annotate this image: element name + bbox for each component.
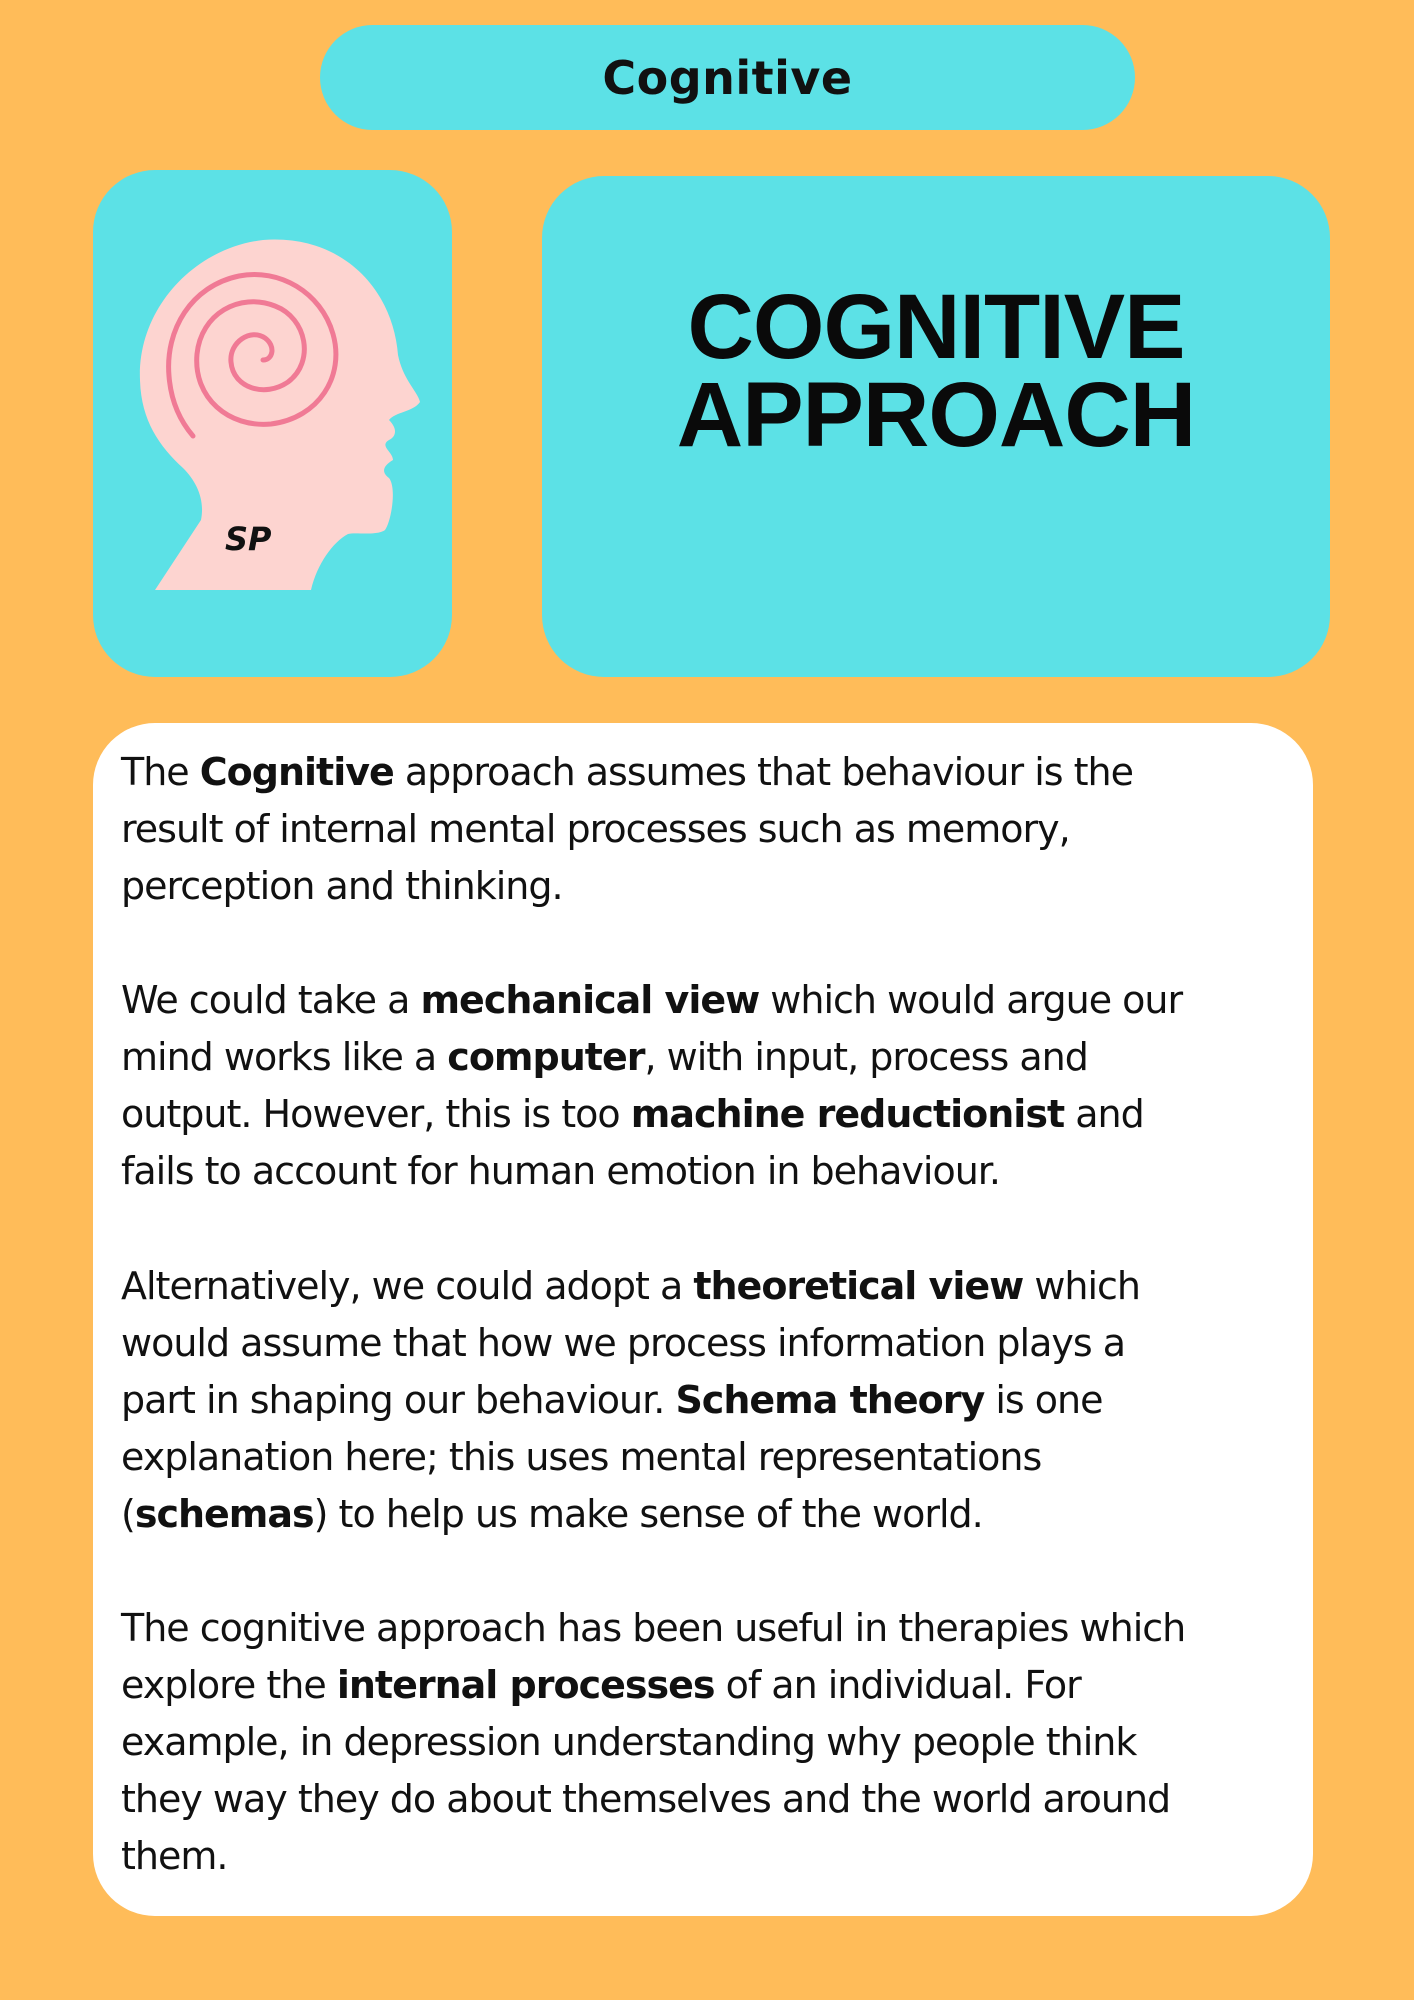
text-span: of an individual. For [714,1663,1081,1707]
bold-term: computer [447,1035,645,1079]
page-title [542,276,1330,466]
head-spiral-icon [93,170,452,677]
text-line: The cognitive approach has been useful in therapies which [121,1606,1186,1650]
initials-label: SP [225,520,272,558]
text-line [121,1029,1301,1086]
text-line: result of internal mental processes such as memory, [121,807,1070,851]
paragraph-therapies [121,1600,1301,1885]
title-card [542,176,1330,677]
content-card [93,723,1313,1916]
head-silhouette [140,240,420,590]
bold-term: Schema theory [675,1378,985,1422]
text-span: which [1023,1264,1141,1308]
paragraph-mechanical-view [121,972,1301,1200]
title-line-1: COGNITIVE [687,276,1185,378]
text-span: output. However, this is too [121,1092,631,1136]
header-label: Cognitive [602,50,853,105]
text-span: We could take a [121,978,421,1022]
text-span: The [121,750,200,794]
text-line: example, in depression understanding why people think [121,1720,1137,1764]
text-span: ( [121,1492,135,1536]
text-line [121,1657,1301,1714]
bold-term: internal processes [336,1663,715,1707]
text-span: , with input, process and [644,1035,1088,1079]
text-line: explanation here; this uses mental representations [121,1435,1042,1479]
header-pill [320,25,1135,130]
text-span: and [1064,1092,1144,1136]
bold-term: mechanical view [420,978,760,1022]
text-line [121,1086,1301,1143]
text-line [121,972,1301,1029]
text-line [121,1486,1301,1543]
title-line-2: APPROACH [676,364,1196,466]
paragraph-theoretical-view [121,1258,1301,1543]
text-span: part in shaping our behaviour. [121,1378,676,1422]
text-span: mind works like a [121,1035,448,1079]
text-line: them. [121,1834,228,1878]
text-span: which would argue our [759,978,1183,1022]
text-line [121,744,1301,801]
text-line: fails to account for human emotion in behaviour. [121,1149,1001,1193]
text-span: ) to help us make sense of the world. [313,1492,983,1536]
text-line: would assume that how we process information plays a [121,1321,1126,1365]
text-span: is one [984,1378,1103,1422]
bold-term: machine reductionist [630,1092,1065,1136]
text-line: they way they do about themselves and the world around [121,1777,1171,1821]
bold-term: Cognitive [199,750,394,794]
text-span: Alternatively, we could adopt a [121,1264,694,1308]
paragraph-intro [121,744,1301,915]
text-line: perception and thinking. [121,864,563,908]
bold-term: theoretical view [693,1264,1024,1308]
text-line [121,1372,1301,1429]
text-span: approach assumes that behaviour is the [393,750,1134,794]
text-line [121,1258,1301,1315]
bold-term: schemas [134,1492,314,1536]
head-illustration-card [93,170,452,677]
text-span: explore the [121,1663,337,1707]
